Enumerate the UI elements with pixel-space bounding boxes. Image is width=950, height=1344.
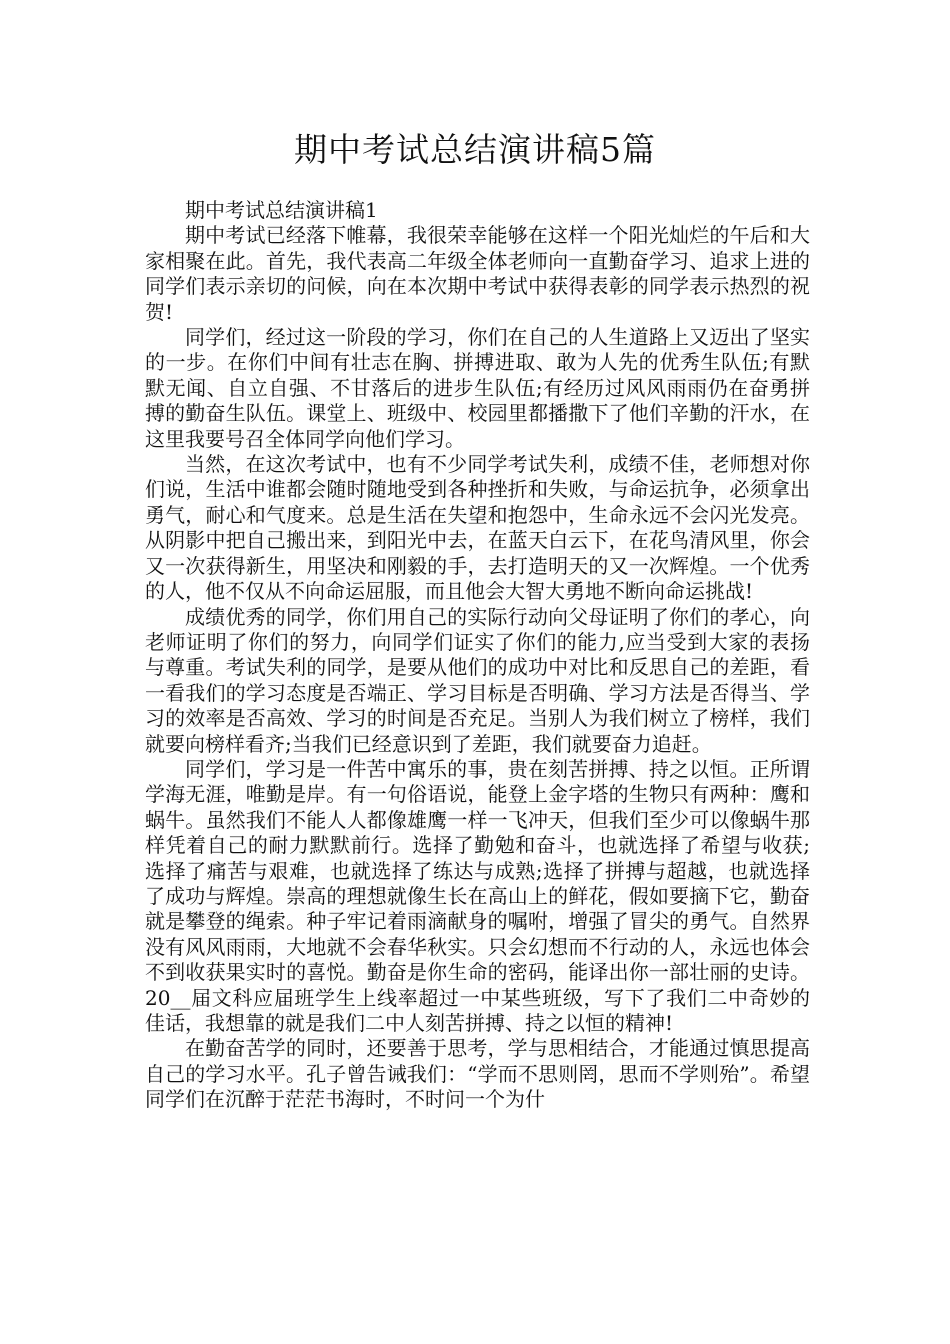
section-heading: 期中考试总结演讲稿1 xyxy=(185,198,378,222)
document-body xyxy=(145,198,810,1113)
body-paragraph: 同学们，学习是一件苦中寓乐的事，贵在刻苦拼搏、持之以恒。正所谓学海无涯，唯勤是岸。有一句俗语说，能登上金字塔的生物只有两种：鹰和蜗牛。虽然我们不能人人都像雄鹰一样一飞冲天，但我们至少可以像蜗牛那样凭着自己的耐力默默前行。选择了勤勉和奋斗，也就选择了希望与收获;选择了痛苦与艰难，也就选择了练达与成熟;选择了拼搏与超越，也就选择了成功与辉煌。崇高的理想就像生长在高山上的鲜花，假如要摘下它，勤奋就是攀登的绳索。种子牢记着雨滴献身的嘱咐，增强了冒尖的勇气。自然界没有风风雨雨，大地就不会春华秋实。只会幻想而不行动的人，永远也体会不到收获果实时的喜悦。勤奋是你生命的密码，能译出你一部壮丽的史诗。20__届文科应届班学生上线率超过一中某些班级，写下了我们二中奇妙的佳话，我想靠的就是我们二中人刻苦拼搏、持之以恒的精神! xyxy=(145,756,810,1035)
body-paragraph: 期中考试已经落下帷幕，我很荣幸能够在这样一个阳光灿烂的午后和大家相聚在此。首先，我代表高二年级全体老师向一直勤奋学习、追求上进的同学们表示亲切的问候，向在本次期中考试中获得表彰的同学表示热烈的祝贺! xyxy=(145,223,810,324)
body-paragraph: 成绩优秀的同学，你们用自己的实际行动向父母证明了你们的孝心，向老师证明了你们的努力，向同学们证实了你们的能力,应当受到大家的表扬与尊重。考试失利的同学，是要从他们的成功中对比和反思自己的差距，看一看我们的学习态度是否端正、学习目标是否明确、学习方法是否得当、学习的效率是否高效、学习的时间是否充足。当别人为我们树立了榜样，我们就要向榜样看齐;当我们已经意识到了差距，我们就要奋力追赶。 xyxy=(145,604,810,756)
body-paragraph: 同学们，经过这一阶段的学习，你们在自己的人生道路上又迈出了坚实的一步。在你们中间有壮志在胸、拼搏进取、敢为人先的优秀生队伍;有默默无闻、自立自强、不甘落后的进步生队伍;有经历过风风雨雨仍在奋勇拼搏的勤奋生队伍。课堂上、班级中、校园里都播撒下了他们辛勤的汗水，在这里我要号召全体同学向他们学习。 xyxy=(145,325,810,451)
body-paragraph: 在勤奋苦学的同时，还要善于思考，学与思相结合，才能通过慎思提高自己的学习水平。孔子曾告诫我们：“学而不思则罔，思而不学则殆”。希望同学们在沉醉于茫茫书海时，不时问一个为什 xyxy=(145,1036,810,1112)
body-paragraph: 当然，在这次考试中，也有不少同学考试失利，成绩不佳，老师想对你们说，生活中谁都会随时随地受到各种挫折和失败，与命运抗争，必须拿出勇气，耐心和气度来。总是生活在失望和抱怨中，生命永远不会闪光发亮。从阴影中把自己搬出来，到阳光中去，在蓝天白云下，在花鸟清风里，你会又一次获得新生，用坚决和刚毅的手，去打造明天的又一次辉煌。一个优秀的人，他不仅从不向命运屈服，而且他会大智大勇地不断向命运挑战! xyxy=(145,452,810,604)
document-title: 期中考试总结演讲稿5篇 xyxy=(294,130,656,169)
